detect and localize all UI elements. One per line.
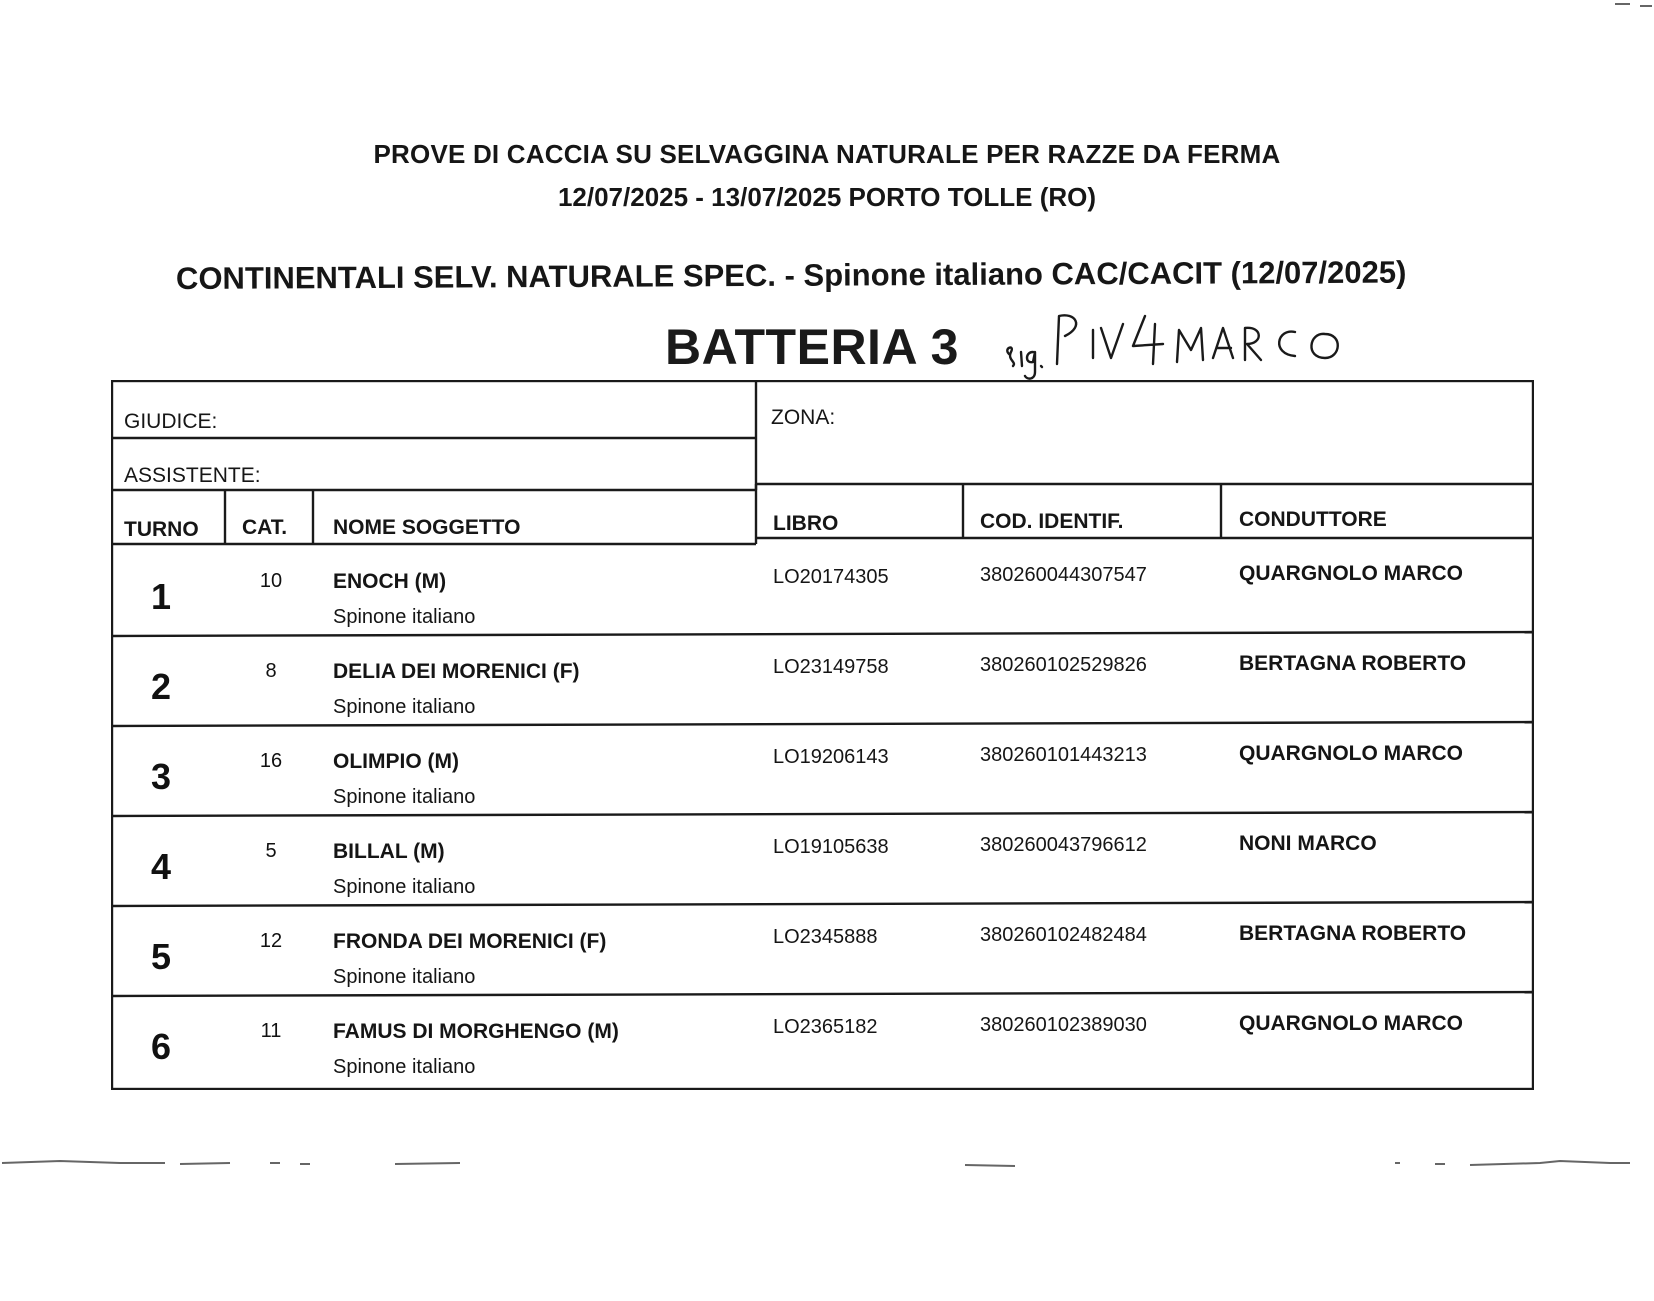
- conduttore-cell: QUARGNOLO MARCO: [1239, 562, 1463, 585]
- category-title: CONTINENTALI SELV. NATURALE SPEC. - Spinone italiano CAC/CACIT (12/07/2025): [175, 254, 1407, 296]
- razza-cell: Spinone italiano: [333, 696, 476, 718]
- razza-cell: Spinone italiano: [333, 786, 476, 808]
- col-header-cat: CAT.: [242, 516, 288, 539]
- libro-cell: LO23149758: [773, 656, 889, 678]
- turno-cell: 6: [150, 1026, 172, 1067]
- col-header-turno: TURNO: [124, 518, 199, 541]
- razza-cell: Spinone italiano: [333, 876, 476, 898]
- nome-cell: FAMUS DI MORGHENGO (M): [333, 1020, 619, 1043]
- cod-cell: 380260102529826: [980, 654, 1147, 676]
- cat-cell: 8: [265, 660, 277, 682]
- battery-table: [111, 380, 1534, 1090]
- cod-cell: 380260101443213: [980, 744, 1147, 766]
- cod-cell: 380260044307547: [980, 564, 1147, 586]
- nome-cell: FRONDA DEI MORENICI (F): [333, 930, 607, 953]
- razza-cell: Spinone italiano: [333, 1056, 476, 1078]
- razza-cell: Spinone italiano: [333, 966, 476, 988]
- cat-cell: 10: [259, 570, 283, 592]
- table-grid-lines: [111, 380, 1534, 1090]
- nome-cell: BILLAL (M): [333, 840, 445, 863]
- libro-cell: LO2345888: [773, 926, 878, 948]
- conduttore-cell: BERTAGNA ROBERTO: [1239, 922, 1467, 945]
- handwritten-signature-note: [995, 306, 1375, 386]
- cat-cell: 16: [259, 750, 283, 772]
- batteria-heading: [665, 318, 959, 378]
- zona-label: ZONA:: [771, 406, 836, 429]
- libro-cell: LO2365182: [773, 1016, 878, 1038]
- conduttore-cell: NONI MARCO: [1239, 832, 1377, 855]
- col-header-cod: COD. IDENTIF.: [980, 510, 1124, 533]
- conduttore-cell: QUARGNOLO MARCO: [1239, 1012, 1463, 1035]
- libro-cell: LO20174305: [773, 566, 889, 588]
- event-dates-location: 12/07/2025 - 13/07/2025 PORTO TOLLE (RO): [557, 182, 1097, 212]
- assistente-label: ASSISTENTE:: [124, 464, 261, 487]
- cat-cell: 12: [259, 930, 283, 952]
- giudice-label: GIUDICE:: [124, 410, 218, 433]
- turno-cell: 5: [150, 936, 172, 977]
- cod-cell: 380260102482484: [980, 924, 1147, 946]
- event-title: PROVE DI CACCIA SU SELVAGGINA NATURALE PER RAZZE DA FERMA: [373, 139, 1281, 169]
- cat-cell: 11: [260, 1020, 282, 1042]
- cod-cell: 380260043796612: [980, 834, 1147, 856]
- turno-cell: 2: [150, 666, 172, 707]
- turno-cell: 4: [150, 846, 172, 887]
- razza-cell: Spinone italiano: [333, 606, 476, 628]
- nome-cell: OLIMPIO (M): [333, 750, 459, 773]
- cat-cell: 5: [265, 840, 277, 862]
- conduttore-cell: BERTAGNA ROBERTO: [1239, 652, 1467, 675]
- col-header-nome: NOME SOGGETTO: [333, 516, 521, 539]
- nome-cell: ENOCH (M): [333, 570, 447, 593]
- col-header-libro: LIBRO: [773, 512, 839, 535]
- libro-cell: LO19105638: [773, 836, 889, 858]
- col-header-conduttore: CONDUTTORE: [1239, 508, 1387, 531]
- conduttore-cell: QUARGNOLO MARCO: [1239, 742, 1463, 765]
- batteria-label: BATTERIA 3: [665, 319, 959, 375]
- cod-cell: 380260102389030: [980, 1014, 1147, 1036]
- libro-cell: LO19206143: [773, 746, 889, 768]
- turno-cell: 1: [150, 576, 172, 617]
- nome-cell: DELIA DEI MORENICI (F): [333, 660, 580, 683]
- turno-cell: 3: [150, 756, 172, 797]
